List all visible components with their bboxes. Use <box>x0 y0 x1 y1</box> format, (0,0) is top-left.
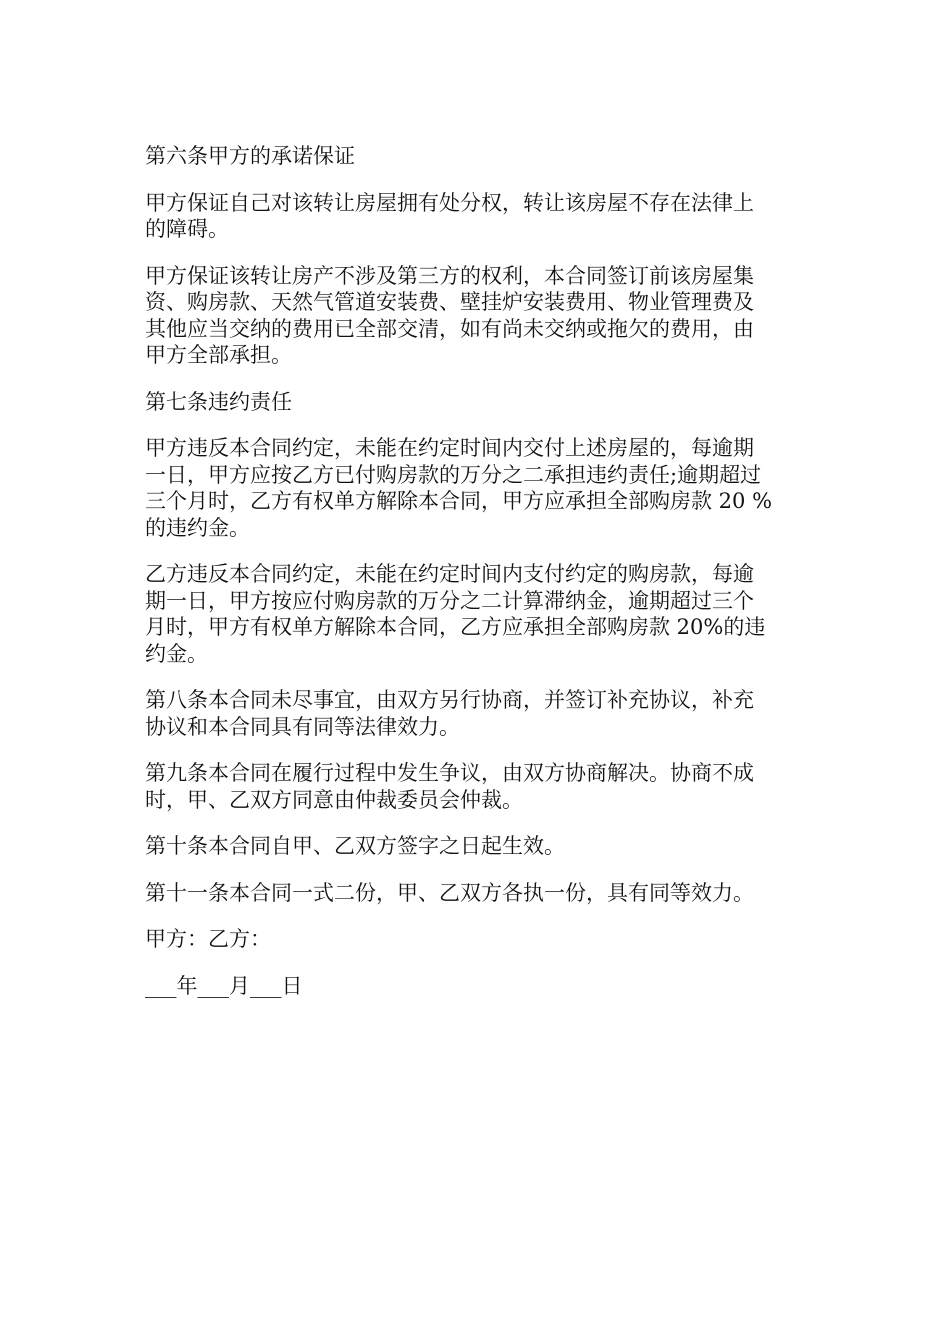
text-line: 甲方保证该转让房产不涉及第三方的权利，本合同签订前该房屋集 <box>145 263 754 288</box>
text-line: 资、购房款、天然气管道安装费、壁挂炉安装费用、物业管理费及 <box>145 290 754 314</box>
text-line: 第十一条本合同一式二份，甲、乙双方各执一份，具有同等效力。 <box>145 880 754 905</box>
text-line: 甲方：乙方： <box>145 927 271 951</box>
text-line: 时，甲、乙双方同意由仲裁委员会仲裁。 <box>145 787 523 812</box>
text-line: 第七条违约责任 <box>145 389 292 414</box>
text-line: 甲方全部承担。 <box>145 343 292 367</box>
section-9-paragraph <box>145 760 810 813</box>
section-6-heading <box>145 143 810 170</box>
text-line: 第九条本合同在履行过程中发生争议，由双方协商解决。协商不成 <box>145 761 754 785</box>
text-line: 一日，甲方应按乙方已付购房款的万分之二承担违约责任;逾期超过 <box>145 462 762 487</box>
section-7-paragraph-2 <box>145 561 810 667</box>
section-11-paragraph <box>145 880 810 907</box>
section-6-paragraph-1 <box>145 190 810 243</box>
section-8-paragraph <box>145 687 810 740</box>
text-line: 第八条本合同未尽事宜，由双方另行协商，并签订补充协议，补充 <box>145 688 754 712</box>
date-line <box>145 973 810 1000</box>
section-7-heading <box>145 389 810 416</box>
section-6-paragraph-2 <box>145 263 810 369</box>
section-10-paragraph <box>145 833 810 860</box>
text-line: 甲方违反本合同约定，未能在约定时间内交付上述房屋的，每逾期 <box>145 436 754 460</box>
text-line: 其他应当交纳的费用已全部交清，如有尚未交纳或拖欠的费用，由 <box>145 316 754 341</box>
text-line: 期一日，甲方按应付购房款的万分之二计算滞纳金，逾期超过三个 <box>145 588 754 613</box>
section-7-paragraph-1 <box>145 435 810 541</box>
text-line: 月时，甲方有权单方解除本合同，乙方应承担全部购房款 20%的违 <box>145 615 766 639</box>
text-line: ___年___月___日 <box>145 973 303 998</box>
text-line: 三个月时，乙方有权单方解除本合同，甲方应承担全部购房款 20 % <box>145 489 773 513</box>
text-line: 乙方违反本合同约定，未能在约定时间内支付约定的购房款，每逾 <box>145 562 754 586</box>
text-line: 约金。 <box>145 641 208 666</box>
text-line: 的违约金。 <box>145 515 250 540</box>
document-body <box>145 143 810 1019</box>
text-line: 协议和本合同具有同等法律效力。 <box>145 714 460 739</box>
text-line: 第六条甲方的承诺保证 <box>145 144 355 168</box>
signature-line <box>145 926 810 953</box>
text-line: 第十条本合同自甲、乙双方签字之日起生效。 <box>145 834 565 858</box>
text-line: 的障碍。 <box>145 217 229 241</box>
text-line: 甲方保证自己对该转让房屋拥有处分权，转让该房屋不存在法律上 <box>145 190 754 215</box>
